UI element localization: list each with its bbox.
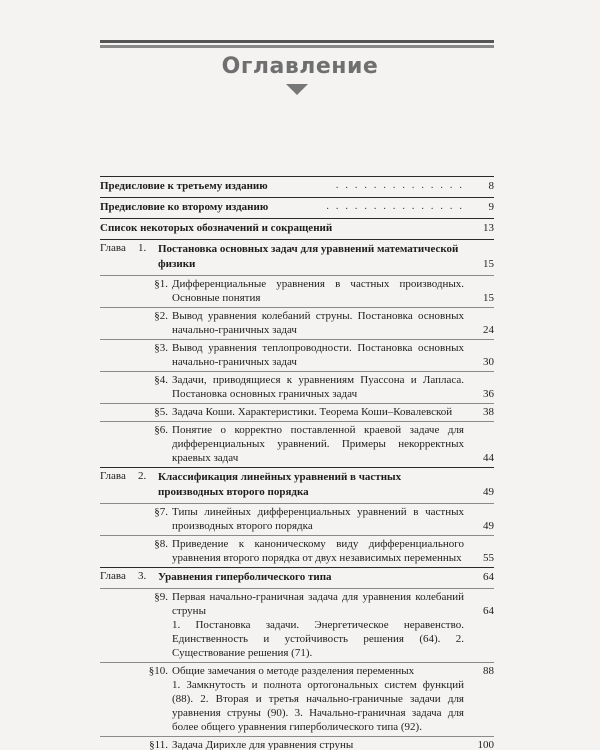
- toc-section[interactable]: [100, 307, 494, 339]
- toc-chapter-3[interactable]: [100, 567, 494, 588]
- section-number: §10.: [148, 665, 168, 677]
- section-title: Задача Дирихле для уравнения струны: [172, 739, 354, 750]
- chapter-word: Глава: [100, 470, 126, 482]
- toc-entry-page: 13: [483, 222, 494, 234]
- toc-entry-label: Предисловие ко второму изданию: [100, 201, 269, 213]
- section-number: §7.: [154, 506, 168, 518]
- toc-entry-preface-2[interactable]: Предисловие ко второму изданию . . . . . . . . . . . . . . . 9: [100, 197, 494, 218]
- section-title: Вывод уравнения теплопроводности. Постановка основных начально-граничных задач: [172, 342, 464, 368]
- toc-entry-page: 8: [488, 180, 494, 192]
- section-page: 100: [477, 739, 494, 750]
- chapter-page: 64: [483, 571, 494, 583]
- section-title: Типы линейных дифференциальных уравнений в частных производных второго порядка: [172, 506, 464, 532]
- section-number: §5.: [154, 406, 168, 418]
- page-title: Оглавление: [221, 54, 379, 79]
- section-title: Понятие о корректно поставленной краевой задаче для дифференциальных уравнений. Примеры некорректных краевых задач: [172, 424, 464, 464]
- chapter-title: Постановка основных задач для уравнений математической физики: [158, 243, 459, 270]
- toc-chapter-1[interactable]: [100, 239, 494, 275]
- section-number: §6.: [154, 424, 168, 436]
- table-of-contents: [100, 176, 494, 750]
- section-number: §4.: [154, 374, 168, 386]
- chapter-page: 15: [483, 258, 494, 270]
- section-page: 36: [483, 388, 494, 400]
- toc-section[interactable]: [100, 662, 494, 736]
- toc-section[interactable]: [100, 736, 494, 750]
- section-page: 55: [483, 552, 494, 564]
- section-page: 49: [483, 520, 494, 532]
- toc-section[interactable]: [100, 535, 494, 567]
- chapter-number: 3.: [138, 570, 147, 582]
- toc-section[interactable]: [100, 588, 494, 662]
- section-page: 44: [483, 452, 494, 464]
- section-title: Вывод уравнения колебаний струны. Постановка основных начально-граничных задач: [172, 310, 464, 336]
- header-rule: [100, 40, 494, 48]
- section-number: §8.: [154, 538, 168, 550]
- toc-section[interactable]: [100, 503, 494, 535]
- section-number: §2.: [154, 310, 168, 322]
- chapter-number: 2.: [138, 470, 147, 482]
- toc-entry-notation[interactable]: [100, 218, 494, 239]
- section-page: 15: [483, 292, 494, 304]
- toc-section[interactable]: [100, 421, 494, 467]
- toc-entry-label: Предисловие к третьему изданию: [100, 180, 268, 192]
- section-title: Первая начально-граничная задача для уравнения колебаний струны: [172, 591, 464, 617]
- section-title: Приведение к каноническому виду дифференциального уравнения второго порядка от двух независимых переменных: [172, 538, 464, 564]
- toc-section[interactable]: [100, 403, 494, 421]
- section-subtopics: 1. Замкнутость и полнота ортогональных систем функций (88). 2. Вторая и третья начально-граничные задачи для уравнения струны (90). 3. Начально-граничная задача для более общего уравнения гиперболического типа (92).: [172, 679, 464, 733]
- section-number: §3.: [154, 342, 168, 354]
- toc-entry-label: Список некоторых обозначений и сокращений: [100, 222, 333, 234]
- section-page: 64: [483, 605, 494, 617]
- chapter-number: 1.: [138, 242, 147, 254]
- section-page: 30: [483, 356, 494, 368]
- down-arrow-icon: [286, 84, 308, 95]
- chapter-page: 49: [483, 486, 494, 498]
- section-title: Дифференциальные уравнения в частных производных. Основные понятия: [172, 278, 464, 304]
- toc-entry-preface-3[interactable]: Предисловие к третьему изданию . . . . . . . . . . . . . . 8: [100, 176, 494, 197]
- section-page: 24: [483, 324, 494, 336]
- section-title: Общие замечания о методе разделения переменных: [172, 665, 415, 677]
- section-number: §1.: [154, 278, 168, 290]
- section-page: 38: [483, 406, 494, 418]
- section-number: §11.: [149, 739, 168, 750]
- toc-chapter-2[interactable]: [100, 467, 494, 503]
- toc-section[interactable]: [100, 275, 494, 307]
- chapter-word: Глава: [100, 242, 126, 254]
- toc-entry-page: 9: [488, 201, 494, 213]
- toc-section[interactable]: [100, 371, 494, 403]
- chapter-title: Уравнения гиперболического типа: [158, 571, 332, 583]
- section-subtopics: 1. Постановка задачи. Энергетическое неравенство. Единственность и устойчивость решения (64). 2. Существование решения (71).: [172, 619, 464, 659]
- chapter-title: Классификация линейных уравнений в частных производных второго порядка: [158, 471, 402, 498]
- section-number: §9.: [154, 591, 168, 603]
- chapter-word: Глава: [100, 570, 126, 582]
- toc-section[interactable]: [100, 339, 494, 371]
- section-page: 88: [483, 665, 494, 677]
- section-title: Задачи, приводящиеся к уравнениям Пуассона и Лапласа. Постановка основных граничных задач: [172, 374, 464, 400]
- section-title: Задача Коши. Характеристики. Теорема Коши–Ковалевской: [172, 406, 453, 418]
